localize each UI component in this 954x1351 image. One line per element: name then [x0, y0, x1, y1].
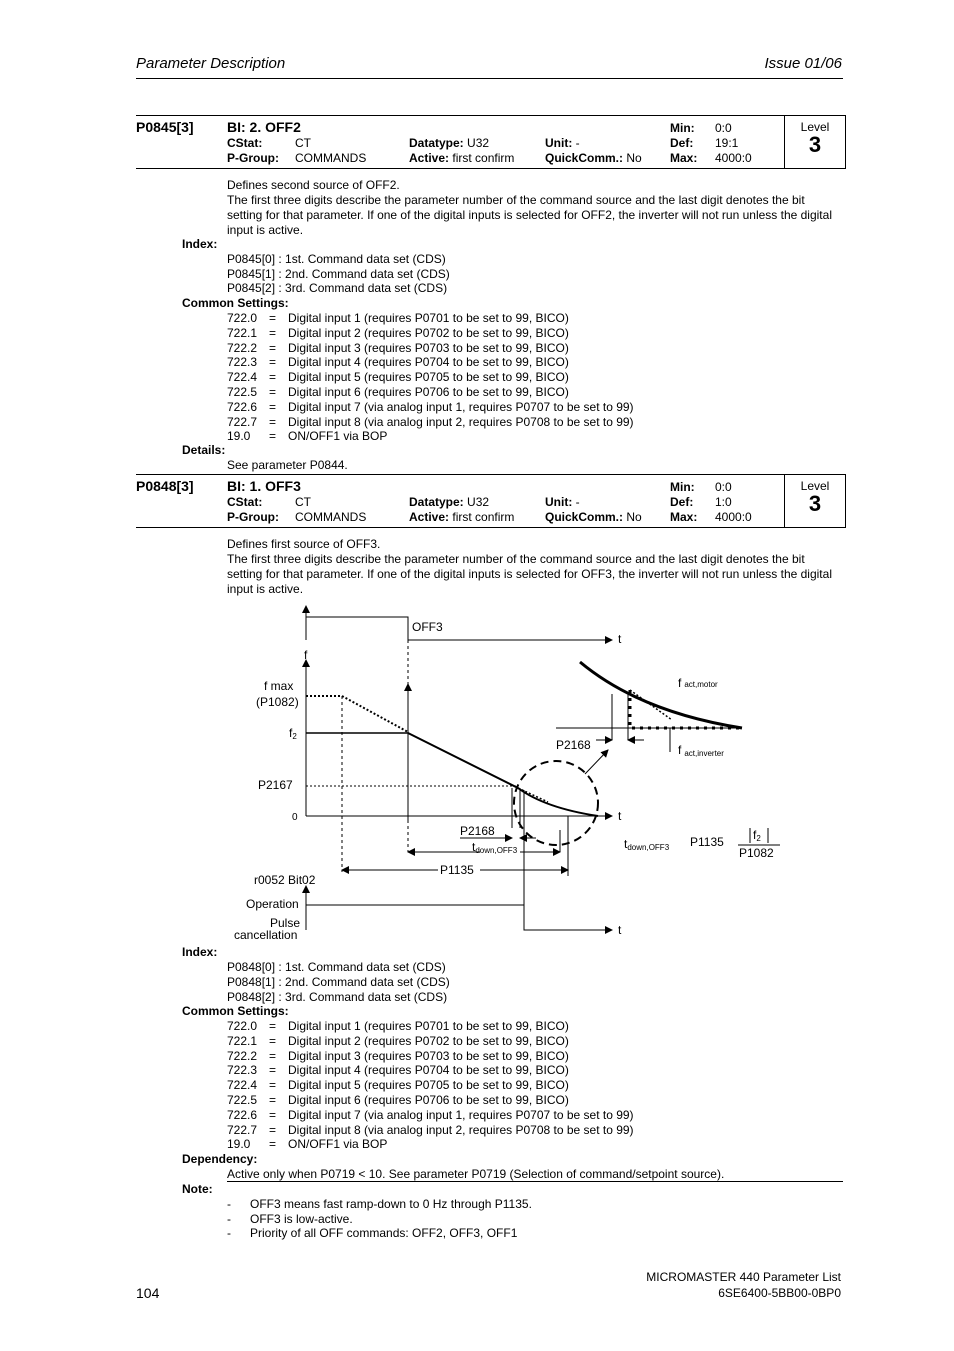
common-settings-heading: Common Settings:: [182, 1004, 289, 1018]
common-setting-row: [227, 1019, 569, 1034]
setting-equals: =: [269, 1048, 277, 1063]
t-label: t: [618, 923, 622, 937]
off3-label: OFF3: [412, 620, 443, 634]
description-line: Defines first source of OFF3.: [227, 537, 381, 551]
index-item: P0848[1] : 2nd. Command data set (CDS): [227, 975, 450, 989]
operation-label: Operation: [246, 897, 299, 911]
cstat-value: CT: [295, 495, 311, 509]
setting-code: 722.7: [227, 414, 258, 429]
setting-equals: =: [269, 1137, 277, 1152]
index-heading: Index:: [182, 945, 218, 959]
formula-p1135: P1135: [690, 835, 724, 849]
setting-code: 722.5: [227, 385, 258, 399]
header-issue: Issue 01/06: [764, 55, 842, 72]
note-item: - Priority of all OFF commands: OFF2, OFF3, OFF1: [227, 1226, 518, 1240]
fact-inverter-ramp: [630, 690, 672, 720]
page-number: 104: [136, 1285, 160, 1301]
p2167-label: P2167: [258, 778, 293, 792]
common-setting-row: [227, 1137, 387, 1152]
formula-p1082: P1082: [739, 846, 774, 860]
datatype: Datatype: U32: [409, 136, 490, 150]
setting-text: Digital input 5 (requires P0705 to be set to 99, BICO): [288, 1078, 569, 1093]
setting-code: 722.4: [227, 370, 258, 385]
setting-text: Digital input 4 (requires P0704 to be set to 99, BICO): [288, 1063, 569, 1078]
pulse-label: Pulse: [270, 916, 301, 930]
param-id: P0845[3]: [136, 119, 194, 135]
max-value: 4000:0: [715, 151, 752, 165]
setting-code: 722.1: [227, 1033, 258, 1048]
level-label: Level: [800, 120, 830, 134]
fact-motor-label: fact,motor: [678, 676, 718, 690]
fact-inverter-label: fact,inverter: [678, 743, 724, 758]
description: The first three digits describe the parameter number of the command source and the last digit denotes the bit setting for that parameter. If one of the digital inputs is selected for OFF3, the inverter will not run unless the digital input is active.: [227, 552, 832, 596]
setting-text: Digital input 3 (requires P0703 to be set to 99, BICO): [288, 1048, 569, 1063]
common-setting-row: [227, 1049, 569, 1064]
max-label: Max:: [670, 510, 698, 524]
common-setting-row: [227, 1034, 569, 1049]
index-item: P0845[1] : 2nd. Command data set (CDS): [227, 267, 450, 281]
setting-equals: =: [269, 1063, 277, 1078]
cstat-label: CStat:: [227, 495, 263, 509]
setting-text: Digital input 6 (requires P0706 to be set to 99, BICO): [288, 1093, 569, 1107]
setting-text: ON/OFF1 via BOP: [288, 1137, 388, 1152]
index-item: P0845[0] : 1st. Command data set (CDS): [227, 252, 446, 266]
dependency-heading: Dependency:: [182, 1152, 258, 1166]
dependency-text: Active only when P0719 < 10. See parameter P0719 (Selection of command/setpoint source).: [227, 1167, 725, 1181]
pgroup-value: COMMANDS: [295, 151, 367, 165]
cancellation-label: cancellation: [234, 928, 298, 942]
common-setting-row: [227, 1093, 569, 1108]
setting-equals: =: [269, 355, 277, 370]
setting-equals: =: [269, 385, 277, 399]
setting-equals: =: [269, 1122, 277, 1137]
t-label: t: [618, 809, 622, 823]
active: Active: first confirm: [409, 151, 515, 165]
formula-tdown: tdown,OFF3: [624, 837, 670, 852]
setting-code: 19.0: [227, 1137, 251, 1152]
setting-equals: =: [269, 370, 277, 385]
details-text: See parameter P0844.: [227, 458, 348, 472]
common-setting-row: [227, 1063, 569, 1078]
footer-order: 6SE6400-5BB00-0BP0: [718, 1286, 841, 1300]
level-label: Level: [800, 479, 830, 493]
dependency-rule: [227, 1181, 843, 1182]
setting-code: 722.4: [227, 1078, 258, 1093]
f2-label: f2: [289, 726, 297, 741]
note-item: - OFF3 is low-active.: [227, 1212, 353, 1226]
param-name: BI: 2. OFF2: [227, 119, 301, 135]
setting-code: 722.5: [227, 1093, 258, 1107]
setting-code: 722.6: [227, 1107, 258, 1122]
def-value: 1:0: [715, 495, 732, 509]
setting-equals: =: [269, 340, 277, 355]
min-label: Min:: [670, 480, 695, 494]
level-value: 3: [808, 132, 822, 157]
def-label: Def:: [670, 495, 694, 509]
common-setting-row: [227, 1078, 569, 1093]
index-heading: Index:: [182, 237, 218, 251]
setting-text: Digital input 6 (requires P0706 to be set to 99, BICO): [288, 385, 569, 399]
setting-equals: =: [269, 325, 277, 340]
formula-f2: f2: [753, 828, 761, 843]
pgroup-label: P-Group:: [227, 151, 279, 165]
setting-text: Digital input 5 (requires P0705 to be set to 99, BICO): [288, 370, 569, 385]
setting-text: Digital input 8 (via analog input 2, requires P0708 to be set to 99): [288, 414, 634, 429]
common-settings-heading: Common Settings:: [182, 296, 289, 310]
setting-code: 722.0: [227, 311, 258, 325]
footer-product: MICROMASTER 440 Parameter List: [646, 1270, 841, 1284]
param-name: BI: 1. OFF3: [227, 478, 301, 494]
setting-text: Digital input 1 (requires P0701 to be set to 99, BICO): [288, 311, 569, 325]
unit: Unit: -: [545, 495, 580, 509]
quickcomm: QuickComm.: No: [545, 510, 642, 524]
setting-equals: =: [269, 399, 277, 414]
setting-text: Digital input 4 (requires P0704 to be set to 99, BICO): [288, 355, 569, 370]
max-value: 4000:0: [715, 510, 752, 524]
ramp-dotted: [518, 788, 548, 802]
description: The first three digits describe the parameter number of the command source and the last digit denotes the bit setting for that parameter. If one of the digital inputs is selected for OFF2, the inverter will not run unless the digital input is active.: [227, 193, 832, 237]
setting-text: Digital input 3 (requires P0703 to be set to 99, BICO): [288, 340, 569, 355]
setting-equals: =: [269, 1093, 277, 1107]
note-heading: Note:: [182, 1182, 213, 1196]
off3-signal: [306, 617, 612, 640]
index-item: P0848[2] : 3rd. Command data set (CDS): [227, 990, 448, 1004]
setting-equals: =: [269, 429, 277, 444]
pulse-signal: [306, 905, 612, 930]
min-value: 0:0: [715, 121, 732, 135]
setting-code: 722.7: [227, 1122, 258, 1137]
datatype: Datatype: U32: [409, 495, 490, 509]
zoom-arrow: [585, 750, 608, 774]
min-value: 0:0: [715, 480, 732, 494]
zero-label: 0: [292, 812, 298, 823]
index-item: P0848[0] : 1st. Command data set (CDS): [227, 960, 446, 974]
common-setting-row: [227, 1123, 634, 1138]
setting-equals: =: [269, 1019, 277, 1033]
unit: Unit: -: [545, 136, 580, 150]
p1135-label: P1135: [440, 863, 474, 877]
quickcomm: QuickComm.: No: [545, 151, 642, 165]
setting-code: 722.6: [227, 399, 258, 414]
setting-text: Digital input 7 (via analog input 1, requires P0707 to be set to 99): [288, 1107, 634, 1122]
r0052-label: r0052 Bit02: [254, 873, 316, 887]
setting-code: 722.3: [227, 1063, 258, 1078]
tdown-label: tdown,OFF3: [472, 840, 518, 855]
details-heading: Details:: [182, 443, 226, 457]
f-label: f: [304, 648, 308, 662]
cstat-value: CT: [295, 136, 311, 150]
active: Active: first confirm: [409, 510, 515, 524]
note-item: - OFF3 means fast ramp-down to 0 Hz through P1135.: [227, 1197, 532, 1211]
fmax-ramp: [342, 696, 408, 732]
max-label: Max:: [670, 151, 698, 165]
min-label: Min:: [670, 121, 695, 135]
header-title: Parameter Description: [136, 55, 286, 72]
def-value: 19:1: [715, 136, 739, 150]
p1082-label: (P1082): [256, 695, 299, 709]
def-label: Def:: [670, 136, 694, 150]
setting-text: ON/OFF1 via BOP: [288, 429, 388, 444]
setting-equals: =: [269, 311, 277, 325]
setting-equals: =: [269, 1078, 277, 1093]
pgroup-value: COMMANDS: [295, 510, 367, 524]
level-value: 3: [808, 491, 822, 516]
setting-code: 722.1: [227, 325, 258, 340]
setting-text: Digital input 1 (requires P0701 to be set to 99, BICO): [288, 1019, 569, 1033]
setting-text: Digital input 7 (via analog input 1, requires P0707 to be set to 99): [288, 399, 634, 414]
index-item: P0845[2] : 3rd. Command data set (CDS): [227, 281, 448, 295]
setting-equals: =: [269, 1033, 277, 1048]
setting-code: 722.0: [227, 1019, 258, 1033]
param-id: P0848[3]: [136, 478, 194, 494]
setting-code: 722.3: [227, 355, 258, 370]
setting-text: Digital input 2 (requires P0702 to be set to 99, BICO): [288, 1033, 569, 1048]
inset-p2168-label: P2168: [556, 738, 591, 752]
t-label: t: [618, 632, 622, 646]
fact-motor-curve: [580, 662, 742, 728]
setting-text: Digital input 8 (via analog input 2, requires P0708 to be set to 99): [288, 1122, 634, 1137]
setting-text: Digital input 2 (requires P0702 to be set to 99, BICO): [288, 325, 569, 340]
setting-equals: =: [269, 414, 277, 429]
pgroup-label: P-Group:: [227, 510, 279, 524]
cstat-label: CStat:: [227, 136, 263, 150]
setting-code: 19.0: [227, 429, 251, 444]
common-setting-row: [227, 1108, 634, 1123]
fact-inverter-curve: [630, 690, 742, 728]
description-line: Defines second source of OFF2.: [227, 178, 400, 192]
setting-code: 722.2: [227, 340, 258, 355]
setting-equals: =: [269, 1107, 277, 1122]
fmax-label: f max: [264, 679, 294, 693]
p2168-label: P2168: [460, 824, 495, 838]
setting-code: 722.2: [227, 1048, 258, 1063]
